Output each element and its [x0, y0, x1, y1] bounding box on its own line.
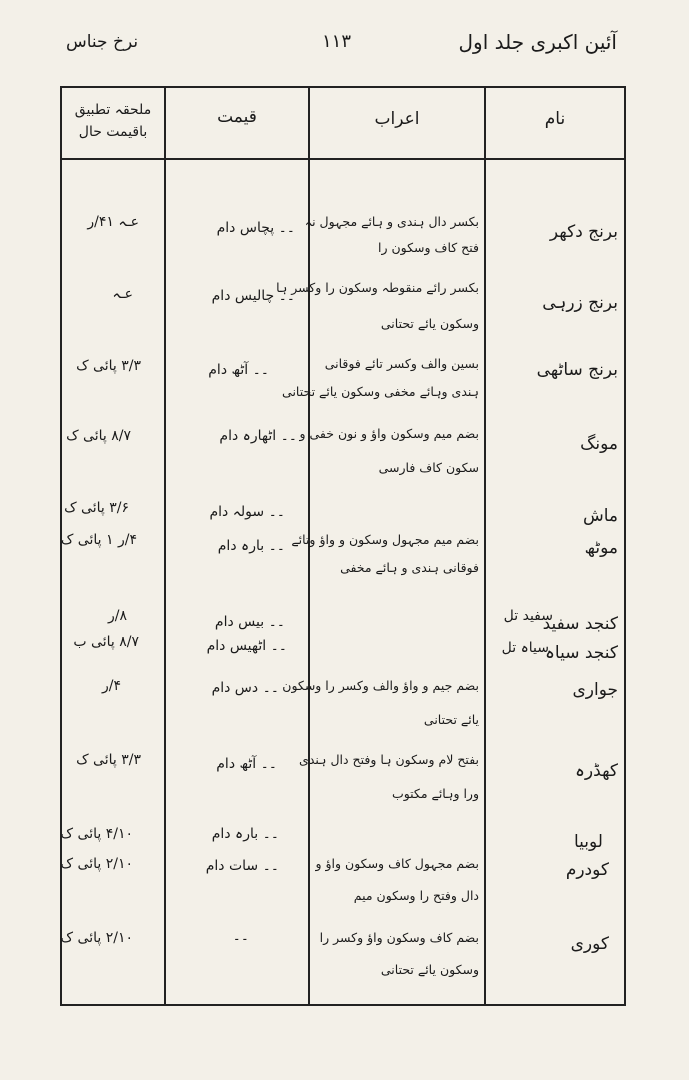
row-name: کنجد سفید [542, 614, 618, 634]
row-name: کودرم [565, 860, 609, 880]
row-price: ۔۔ بارہ دام [211, 826, 279, 842]
row-name: کنجد سیاہ [544, 643, 618, 663]
row-erab-line1: بکسر دال ہندی و ہائے مجہول نہ [304, 214, 479, 229]
row-price: ۔۔ اٹھیس دام [206, 638, 287, 654]
row-erab-line1: بسین والف وکسر تائے فوقانی [324, 356, 479, 371]
row-erab-line2: وسکون یائے تحتانی [380, 316, 479, 331]
page-number: ۱۱۳ [322, 31, 352, 52]
row-price: ۔۔ بیس دام [214, 614, 285, 630]
row-name: موٹھ [584, 538, 618, 558]
row-price: ۔۔ سات دام [205, 858, 279, 874]
row-total: ۳/۳ پائی ک [76, 752, 141, 768]
row-total: ۳/۶ پائی ک [64, 500, 129, 516]
row-erab-line2: سکون کاف فارسی [378, 460, 479, 475]
column-header-price: قیمت [217, 107, 257, 127]
row-erab-line2: وسکون یائے تحتانی [380, 962, 479, 977]
row-price: ۔۔ اٹھارہ دام [219, 428, 297, 444]
row-total: عـہ ۴۱/ر [87, 214, 139, 230]
row-erab-line1: بضم میم وسکون واؤ و نون خفی و [299, 426, 479, 441]
row-price: ۔۔ سولہ دام [209, 504, 285, 520]
row-price: ۔۔ آٹھ دام [208, 362, 269, 378]
row-erab-line2: دال وفتح را وسکون میم [353, 888, 479, 903]
column-header-erab: اعراب [374, 109, 420, 129]
column-header-total-line2: باقیمت حال [78, 124, 148, 140]
row-price: ۔۔ چالیس دام [211, 288, 295, 304]
column-divider [484, 86, 486, 1006]
column-header-name: نام [544, 109, 566, 129]
row-total: ۸/ر [107, 608, 127, 624]
row-total: ۸/۷ پائی ک [66, 428, 131, 444]
row-name: کوری [570, 934, 609, 954]
header-right: آئین اکبری جلد اول [458, 30, 617, 54]
row-erab-line2: یائے تحتانی [423, 712, 479, 727]
row-price: ۔۔ پچاس دام [216, 220, 295, 236]
row-note: سیاہ تل [501, 640, 549, 656]
row-erab-line1: بضم مجہول کاف وسکون واؤ و [315, 856, 479, 871]
row-name: کھڈرہ [574, 761, 618, 781]
row-price: ۔۔ آٹھ دام [216, 756, 277, 772]
row-erab-line1: بکسر رائے منقوطہ وسکون را وکسر ہا [276, 280, 479, 295]
column-header-total-line1: ملحقہ تطبیق [74, 102, 152, 118]
row-total: ۴/ر [101, 678, 121, 694]
row-name: ماش [582, 506, 618, 526]
row-total: ۴/۱۰ پائی ک [60, 826, 133, 842]
row-erab-line2: ورا وہائے مکتوب [391, 786, 479, 801]
column-divider [164, 86, 166, 1006]
row-total: عـہ [112, 286, 133, 302]
row-price: ۔۔ [232, 928, 249, 944]
header-row-divider [60, 158, 626, 160]
row-total: ۲/۱۰ پائی ک [60, 930, 133, 946]
row-name: برنج دکھر [549, 222, 618, 242]
row-name: جواری [572, 680, 618, 700]
row-erab-line1: بضم کاف وسکون واؤ وکسر را [319, 930, 479, 945]
row-erab-line1: بضم میم مجہول وسکون و واؤ وتائے [291, 532, 479, 547]
row-total: ۳/۳ پائی ک [76, 358, 141, 374]
row-total: ۸/۷ پائی ب [73, 634, 139, 650]
row-erab-line1: بضم جیم و واؤ والف وکسر را وسکون [282, 678, 479, 693]
row-erab-line2: فوقانی ہندی و ہائے مخفی [340, 560, 479, 575]
row-name: برنج ساٹھی [536, 360, 618, 380]
row-erab-line1: بفتح لام وسکون ہا وفتح دال ہندی [299, 752, 479, 767]
row-price: ۔۔ دس دام [211, 680, 279, 696]
row-total: ۲/۱۰ پائی ک [60, 856, 133, 872]
row-name: لوبیا [573, 832, 603, 852]
row-erab-line2: ہندی وہائے مخفی وسکون یائے تحتانی [282, 384, 479, 399]
row-price: ۔۔ بارہ دام [217, 538, 285, 554]
row-name: برنج زرہی [542, 293, 618, 313]
header-left: نرخ جناس [66, 32, 139, 52]
row-note: سفید تل [503, 608, 553, 624]
row-total: ۴/ر ۱ پائی ک [60, 532, 137, 548]
row-name: مونگ [580, 434, 618, 454]
row-erab-line2: فتح کاف وسکون را [377, 240, 479, 255]
